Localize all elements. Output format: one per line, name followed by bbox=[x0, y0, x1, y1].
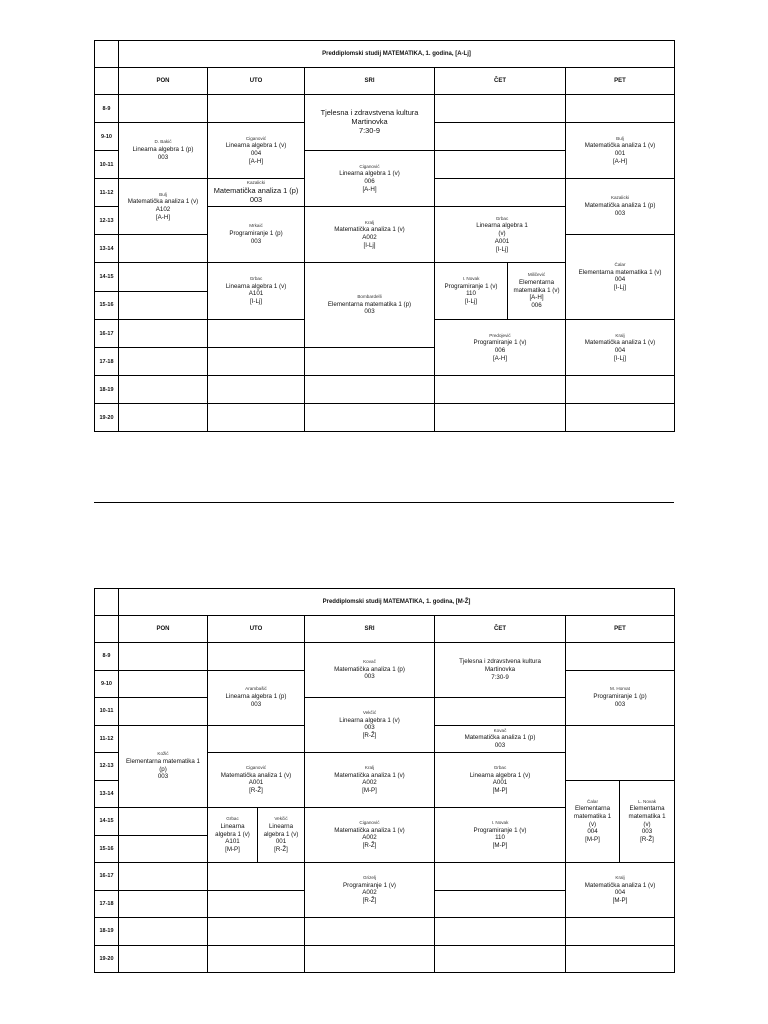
corner-cell bbox=[95, 68, 119, 95]
empty-slot bbox=[119, 376, 208, 404]
group: [A-H] bbox=[155, 213, 171, 221]
group: [M-P] bbox=[492, 787, 508, 795]
class-block bbox=[435, 320, 566, 376]
group: [I-Lj] bbox=[249, 298, 263, 306]
hour-label: 10-11 bbox=[95, 698, 119, 726]
class-block bbox=[435, 207, 566, 263]
room: 003 bbox=[614, 700, 626, 708]
class-block bbox=[305, 808, 435, 863]
course-name: Elementarna matematika 1 (v) bbox=[578, 268, 662, 276]
group: [M-P] bbox=[225, 846, 240, 854]
class-block bbox=[119, 725, 208, 808]
room: 003 bbox=[364, 724, 375, 732]
course-name: Matematička analiza 1 (p) bbox=[464, 734, 536, 742]
class-block bbox=[620, 780, 675, 863]
teacher-name: Vekčić bbox=[362, 710, 377, 715]
timetable-a-lj bbox=[94, 40, 675, 432]
class-block bbox=[208, 207, 305, 263]
time: 7:30-9 bbox=[491, 673, 509, 681]
class-block bbox=[566, 670, 675, 725]
group: [R-Ž] bbox=[362, 897, 377, 905]
course-name: Programiranje 1 (v) bbox=[473, 826, 527, 834]
hour-label: 15-16 bbox=[95, 291, 119, 320]
group: [M-P] bbox=[362, 787, 377, 795]
room: 004 bbox=[614, 276, 626, 284]
class-block bbox=[208, 123, 305, 179]
class-block bbox=[566, 863, 675, 918]
course-name: Programiranje 1 (v) bbox=[343, 881, 396, 889]
course-name: Matematička analiza 1 (v) bbox=[220, 771, 292, 779]
course-name: Linearna algebra 1 (v) bbox=[225, 282, 287, 290]
room: 110 bbox=[466, 290, 476, 298]
class-block bbox=[305, 643, 435, 698]
empty-slot bbox=[435, 890, 566, 918]
empty-slot bbox=[119, 643, 208, 671]
teacher-name: Ciganović bbox=[359, 820, 380, 825]
day-header: PET bbox=[566, 616, 675, 643]
room: 006 bbox=[364, 177, 375, 185]
hour-label: 18-19 bbox=[95, 376, 119, 404]
course-name: Matematička analiza 1 (p) bbox=[213, 185, 299, 195]
class-block bbox=[119, 179, 208, 235]
hour-label: 9-10 bbox=[95, 123, 119, 151]
empty-slot bbox=[119, 291, 208, 320]
room: A002 bbox=[362, 779, 377, 787]
class-block bbox=[208, 753, 305, 808]
empty-slot bbox=[119, 348, 208, 376]
class-block bbox=[208, 263, 305, 320]
hour-label: 10-11 bbox=[95, 151, 119, 179]
page-divider bbox=[94, 502, 674, 503]
room: 001 bbox=[275, 838, 287, 846]
hour-label: 12-13 bbox=[95, 207, 119, 235]
room: 004 bbox=[250, 149, 262, 157]
day-header: SRI bbox=[305, 68, 435, 95]
location: Martinovka bbox=[484, 666, 516, 674]
day-header: UTO bbox=[208, 616, 305, 643]
teacher-name: Kazalicki bbox=[246, 180, 266, 186]
room: A001 bbox=[494, 237, 510, 245]
empty-slot bbox=[208, 95, 305, 123]
empty-slot bbox=[566, 95, 675, 123]
teacher-name: Grbac bbox=[249, 276, 263, 281]
group: [M-P] bbox=[492, 842, 508, 850]
class-block bbox=[566, 780, 620, 863]
room: 003 bbox=[250, 700, 262, 708]
teacher-name: Ciganović bbox=[245, 135, 267, 141]
teacher-name: Ciganović bbox=[359, 163, 380, 169]
empty-slot bbox=[566, 643, 675, 671]
room: 003 bbox=[641, 828, 653, 836]
course-name: Linearna algebra 1 (p) bbox=[225, 693, 287, 701]
empty-slot bbox=[119, 863, 208, 891]
room: A002 bbox=[362, 834, 377, 842]
teacher-name: Kralj bbox=[615, 332, 625, 338]
timetable-m-z bbox=[94, 588, 675, 973]
empty-slot bbox=[566, 725, 675, 780]
course-name: Elementarna bbox=[518, 278, 555, 286]
course-name: Elementarna matematika 1 bbox=[126, 757, 200, 765]
course-name: Matematička analiza 1 (v) bbox=[584, 881, 656, 889]
class-block bbox=[566, 320, 675, 376]
course-name: Matematička analiza 1 (p) bbox=[334, 665, 405, 673]
course-type: (p) bbox=[159, 765, 167, 773]
group: [A-H] bbox=[529, 294, 544, 302]
empty-slot bbox=[119, 890, 208, 918]
hour-label: 16-17 bbox=[95, 863, 119, 891]
room: 003 bbox=[364, 673, 375, 681]
course-type: (v) bbox=[588, 820, 597, 828]
course-name: Matematička analiza 1 (v) bbox=[334, 226, 405, 234]
course-name: Matematička analiza 1 (p) bbox=[584, 202, 656, 210]
class-block bbox=[208, 670, 305, 725]
course-name: Matematička analiza 1 (v) bbox=[334, 771, 405, 779]
empty-slot bbox=[435, 151, 566, 179]
teacher-name: Mrkaić bbox=[249, 223, 263, 229]
course-type: (v) bbox=[643, 820, 651, 828]
hour-label: 17-18 bbox=[95, 348, 119, 376]
course-name: Elementarna bbox=[574, 805, 611, 813]
room: A001 bbox=[248, 779, 264, 787]
corner-cell bbox=[95, 41, 119, 68]
room: A101 bbox=[248, 290, 264, 298]
empty-slot bbox=[305, 348, 435, 376]
teacher-name: Kralj bbox=[615, 875, 625, 880]
class-block bbox=[305, 207, 435, 263]
course-name: Linearna algebra 1 bbox=[476, 222, 528, 230]
timetable-title: Preddiplomski studij MATEMATIKA, 1. godina, [M-Ž] bbox=[119, 589, 675, 616]
group: [A-H] bbox=[492, 354, 508, 362]
hour-label: 15-16 bbox=[95, 835, 119, 863]
group: [I-Lj] bbox=[464, 298, 478, 306]
hour-label: 14-15 bbox=[95, 263, 119, 292]
teacher-name: Čalar bbox=[614, 262, 626, 267]
course-name: Elementarna bbox=[629, 805, 665, 813]
course-name: Linearna algebra 1 (v) bbox=[225, 142, 287, 150]
group: [I-Lj] bbox=[495, 245, 509, 253]
teacher-name: Grbac bbox=[495, 215, 509, 221]
class-block bbox=[208, 808, 258, 863]
teacher-name: Miličević bbox=[527, 272, 546, 278]
empty-slot bbox=[119, 945, 208, 973]
group: [A-H] bbox=[248, 157, 264, 165]
day-header: ČET bbox=[435, 616, 566, 643]
empty-slot bbox=[119, 918, 208, 946]
empty-slot bbox=[119, 698, 208, 726]
hour-label: 12-13 bbox=[95, 753, 119, 781]
empty-slot bbox=[566, 945, 675, 973]
class-block bbox=[435, 725, 566, 753]
class-block bbox=[435, 263, 566, 320]
empty-slot bbox=[208, 890, 305, 918]
room: 003 bbox=[250, 237, 262, 245]
empty-slot bbox=[208, 320, 305, 348]
group: [R-Ž] bbox=[362, 732, 377, 740]
time: 7:30-9 bbox=[359, 125, 380, 135]
teacher-name: Grbac bbox=[226, 816, 239, 822]
teacher-name: L. Novak bbox=[637, 798, 657, 804]
corner-cell bbox=[95, 589, 119, 616]
course-name-cont: matematika 1 (v) bbox=[513, 286, 560, 294]
class-block bbox=[305, 698, 435, 753]
class-block bbox=[305, 863, 435, 918]
room: 003 bbox=[364, 308, 375, 316]
room: 003 bbox=[157, 153, 169, 161]
empty-slot bbox=[305, 404, 435, 432]
course-name: Tjelesna i zdravstvena kultura bbox=[320, 108, 419, 118]
teacher-name: Kazalicki bbox=[610, 195, 630, 201]
hour-label: 11-12 bbox=[95, 179, 119, 207]
group: [M-P] bbox=[585, 836, 600, 844]
class-block bbox=[305, 263, 435, 348]
teacher-name: Čalar bbox=[587, 798, 598, 804]
empty-slot bbox=[119, 320, 208, 348]
room: 003 bbox=[157, 773, 169, 781]
empty-slot bbox=[119, 263, 208, 292]
course-name-cont: algebra 1 (v) bbox=[215, 830, 250, 838]
hour-label: 9-10 bbox=[95, 670, 119, 698]
room: 003 bbox=[249, 194, 263, 204]
teacher-name: Bulj bbox=[159, 191, 167, 197]
hour-label: 19-20 bbox=[95, 945, 119, 973]
course-name-cont: matematika 1 bbox=[573, 812, 612, 820]
class-block bbox=[566, 235, 675, 320]
course-name: Matematička analiza 1 (v) bbox=[584, 142, 656, 150]
course-name: Linearna algebra 1 (p) bbox=[132, 146, 194, 154]
class-block bbox=[119, 123, 208, 179]
empty-slot bbox=[119, 404, 208, 432]
class-block bbox=[258, 808, 305, 863]
empty-slot bbox=[208, 918, 305, 946]
course-type: (v) bbox=[498, 230, 506, 238]
sub-slot bbox=[435, 263, 508, 319]
empty-slot bbox=[566, 404, 675, 432]
group: [R-Ž] bbox=[249, 787, 263, 795]
hour-label: 13-14 bbox=[95, 780, 119, 808]
teacher-name: Vekčić bbox=[274, 816, 288, 822]
course-name-cont: algebra 1 (v) bbox=[263, 830, 299, 838]
empty-slot bbox=[305, 918, 435, 946]
hour-label: 18-19 bbox=[95, 918, 119, 946]
teacher-name: Kožić bbox=[157, 751, 169, 757]
teacher-name: Predojević bbox=[489, 332, 511, 338]
empty-slot bbox=[435, 95, 566, 123]
course-name: Linearna algebra 1 (v) bbox=[339, 716, 400, 724]
empty-slot bbox=[208, 725, 305, 753]
empty-slot bbox=[119, 670, 208, 698]
course-name: Linearna algebra 1 (v) bbox=[469, 771, 531, 779]
group: [I-Lj] bbox=[363, 241, 376, 249]
empty-slot bbox=[119, 835, 208, 863]
empty-slot bbox=[208, 348, 305, 376]
room: A001 bbox=[492, 779, 508, 787]
hour-label: 11-12 bbox=[95, 725, 119, 753]
room: 003 bbox=[494, 742, 506, 750]
group: [M-P] bbox=[612, 897, 628, 905]
course-name: Programiranje 1 (v) bbox=[444, 282, 498, 290]
group: [R-Ž] bbox=[362, 842, 377, 850]
day-header: UTO bbox=[208, 68, 305, 95]
group: [I-Lj] bbox=[613, 354, 627, 362]
group: [A-H] bbox=[612, 157, 628, 165]
empty-slot bbox=[208, 945, 305, 973]
course-name: Elementarna matematika 1 (p) bbox=[327, 300, 412, 308]
empty-slot bbox=[119, 808, 208, 836]
teacher-name: Bombardelli bbox=[357, 293, 382, 299]
location: Martinovka bbox=[351, 117, 388, 127]
class-block bbox=[435, 753, 566, 808]
group: [R-Ž] bbox=[640, 836, 654, 844]
room: 004 bbox=[587, 828, 598, 836]
course-name: Linearna bbox=[268, 822, 294, 830]
course-name: Programiranje 1 (p) bbox=[229, 230, 283, 238]
room: A101 bbox=[225, 838, 240, 846]
teacher-name: Grizelj bbox=[362, 875, 377, 880]
group: [R-Ž] bbox=[274, 846, 288, 854]
empty-slot bbox=[435, 376, 566, 404]
teacher-name: M. Horvat bbox=[610, 686, 630, 692]
room: 006 bbox=[531, 302, 542, 310]
room: A102 bbox=[155, 205, 171, 213]
room: A002 bbox=[362, 889, 377, 897]
empty-slot bbox=[305, 945, 435, 973]
empty-slot bbox=[208, 376, 305, 404]
teacher-name: Kralj bbox=[364, 219, 375, 225]
sub-slot bbox=[508, 263, 565, 319]
day-header: ČET bbox=[435, 68, 566, 95]
course-name: Programiranje 1 (p) bbox=[593, 693, 647, 701]
empty-slot bbox=[566, 918, 675, 946]
day-header: PET bbox=[566, 68, 675, 95]
class-block bbox=[208, 179, 305, 207]
empty-slot bbox=[435, 698, 566, 726]
course-name: Matematička analiza 1 (v) bbox=[127, 198, 199, 206]
room: 001 bbox=[614, 149, 626, 157]
course-name-cont: matematika 1 bbox=[628, 812, 666, 820]
empty-slot bbox=[435, 179, 566, 207]
empty-slot bbox=[435, 918, 566, 946]
day-header: PON bbox=[119, 68, 208, 95]
course-name: Linearna algebra 1 (v) bbox=[339, 170, 400, 178]
empty-slot bbox=[208, 863, 305, 891]
teacher-name: Arambašić bbox=[245, 686, 267, 692]
hour-label: 17-18 bbox=[95, 890, 119, 918]
room: 004 bbox=[614, 889, 626, 897]
teacher-name: Kovač bbox=[363, 658, 376, 664]
empty-slot bbox=[435, 404, 566, 432]
empty-slot bbox=[435, 123, 566, 151]
hour-label: 14-15 bbox=[95, 808, 119, 836]
room: 006 bbox=[494, 346, 506, 354]
empty-slot bbox=[305, 376, 435, 404]
teacher-name: Kralj bbox=[364, 765, 375, 770]
teacher-name: D. Bakić bbox=[154, 139, 172, 145]
room: 003 bbox=[614, 209, 626, 217]
empty-slot bbox=[435, 945, 566, 973]
course-name: Matematička analiza 1 (v) bbox=[584, 339, 656, 347]
day-header: PON bbox=[119, 616, 208, 643]
teacher-name: I. Novak bbox=[491, 820, 509, 825]
teacher-name: I. Novak bbox=[462, 276, 480, 281]
corner-cell bbox=[95, 616, 119, 643]
class-block bbox=[566, 123, 675, 179]
empty-slot bbox=[566, 376, 675, 404]
teacher-name: Kovač bbox=[493, 727, 507, 733]
course-name: Tjelesna i zdravstvena kultura bbox=[459, 658, 541, 666]
teacher-name: Bulj bbox=[616, 135, 624, 141]
hour-label: 19-20 bbox=[95, 404, 119, 432]
group: [I-Lj] bbox=[613, 284, 627, 292]
course-name: Linearna bbox=[220, 822, 245, 830]
class-block bbox=[305, 151, 435, 207]
group: [A-H] bbox=[362, 185, 377, 193]
hour-label: 8-9 bbox=[95, 643, 119, 671]
class-block bbox=[435, 643, 566, 698]
class-block bbox=[305, 95, 435, 151]
teacher-name: Ciganović bbox=[245, 765, 267, 770]
day-header: SRI bbox=[305, 616, 435, 643]
teacher-name: Grbac bbox=[493, 765, 507, 770]
room: 004 bbox=[614, 346, 626, 354]
empty-slot bbox=[208, 643, 305, 671]
timetable-title: Preddiplomski studij MATEMATIKA, 1. godina, [A-Lj] bbox=[119, 41, 675, 68]
class-block bbox=[566, 179, 675, 235]
hour-label: 13-14 bbox=[95, 235, 119, 263]
hour-label: 16-17 bbox=[95, 320, 119, 348]
course-name: Matematička analiza 1 (v) bbox=[334, 826, 405, 834]
empty-slot bbox=[435, 863, 566, 891]
empty-slot bbox=[119, 95, 208, 123]
empty-slot bbox=[119, 235, 208, 263]
course-name: Programiranje 1 (v) bbox=[473, 339, 527, 347]
empty-slot bbox=[208, 404, 305, 432]
class-block bbox=[305, 753, 435, 808]
hour-label: 8-9 bbox=[95, 95, 119, 123]
class-block bbox=[435, 808, 566, 863]
room: A002 bbox=[362, 233, 377, 241]
room: 110 bbox=[495, 834, 505, 842]
